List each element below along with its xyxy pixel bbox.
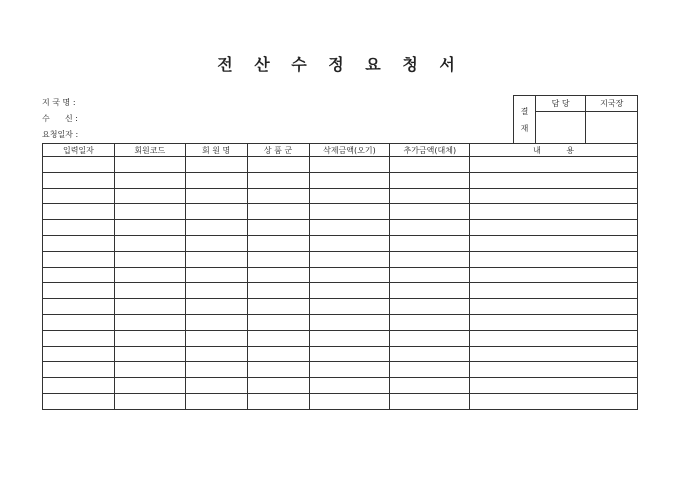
cell-delete-amount[interactable] xyxy=(309,330,390,346)
header-member-name: 회 원 명 xyxy=(185,144,247,157)
cell-member-code[interactable] xyxy=(114,204,185,220)
cell-member-code[interactable] xyxy=(114,251,185,267)
approval-side-label-1: 결 xyxy=(520,106,529,116)
cell-content[interactable] xyxy=(470,172,638,188)
cell-input-date[interactable] xyxy=(43,393,115,409)
cell-product-group[interactable] xyxy=(247,283,309,299)
cell-input-date[interactable] xyxy=(43,204,115,220)
table-row xyxy=(43,314,638,330)
cell-content[interactable] xyxy=(470,220,638,236)
cell-delete-amount[interactable] xyxy=(309,362,390,378)
cell-add-amount[interactable] xyxy=(390,267,470,283)
header-add-amount: 추가금액(대체) xyxy=(390,144,470,157)
cell-delete-amount[interactable] xyxy=(309,220,390,236)
cell-member-code[interactable] xyxy=(114,393,185,409)
cell-product-group[interactable] xyxy=(247,220,309,236)
cell-input-date[interactable] xyxy=(43,378,115,394)
cell-product-group[interactable] xyxy=(247,267,309,283)
header-member-code: 회원코드 xyxy=(114,144,185,157)
cell-product-group[interactable] xyxy=(247,204,309,220)
approval-box xyxy=(513,95,638,144)
cell-add-amount[interactable] xyxy=(390,378,470,394)
cell-delete-amount[interactable] xyxy=(309,172,390,188)
cell-delete-amount[interactable] xyxy=(309,251,390,267)
cell-content[interactable] xyxy=(470,251,638,267)
cell-input-date[interactable] xyxy=(43,235,115,251)
cell-content[interactable] xyxy=(470,157,638,173)
cell-product-group[interactable] xyxy=(247,157,309,173)
document-title: 전 산 수 정 요 청 서 xyxy=(217,55,463,74)
cell-product-group[interactable] xyxy=(247,251,309,267)
cell-input-date[interactable] xyxy=(43,267,115,283)
cell-delete-amount[interactable] xyxy=(309,378,390,394)
table-row xyxy=(43,251,638,267)
cell-content[interactable] xyxy=(470,330,638,346)
cell-input-date[interactable] xyxy=(43,362,115,378)
cell-content[interactable] xyxy=(470,267,638,283)
cell-member-name[interactable] xyxy=(185,299,247,315)
cell-delete-amount[interactable] xyxy=(309,283,390,299)
cell-member-name[interactable] xyxy=(185,378,247,394)
cell-add-amount[interactable] xyxy=(390,314,470,330)
recipient-label: 수 신 : xyxy=(42,114,78,123)
cell-add-amount[interactable] xyxy=(390,299,470,315)
cell-member-name[interactable] xyxy=(185,188,247,204)
cell-member-name[interactable] xyxy=(185,204,247,220)
cell-add-amount[interactable] xyxy=(390,330,470,346)
header-delete-amount: 삭제금액(오기) xyxy=(309,144,390,157)
table-row xyxy=(43,267,638,283)
cell-content[interactable] xyxy=(470,314,638,330)
table-row xyxy=(43,393,638,409)
branch-name-label: 지 국 명 : xyxy=(42,98,76,107)
cell-member-code[interactable] xyxy=(114,330,185,346)
cell-member-name[interactable] xyxy=(185,393,247,409)
cell-content[interactable] xyxy=(470,235,638,251)
header-content: 내 용 xyxy=(470,144,638,157)
cell-member-name[interactable] xyxy=(185,235,247,251)
cell-product-group[interactable] xyxy=(247,362,309,378)
cell-member-code[interactable] xyxy=(114,172,185,188)
cell-product-group[interactable] xyxy=(247,188,309,204)
cell-member-code[interactable] xyxy=(114,378,185,394)
cell-member-code[interactable] xyxy=(114,283,185,299)
header-product-group: 상 품 군 xyxy=(247,144,309,157)
cell-member-name[interactable] xyxy=(185,314,247,330)
cell-member-name[interactable] xyxy=(185,157,247,173)
cell-product-group[interactable] xyxy=(247,235,309,251)
cell-product-group[interactable] xyxy=(247,299,309,315)
cell-input-date[interactable] xyxy=(43,172,115,188)
cell-input-date[interactable] xyxy=(43,346,115,362)
table-row xyxy=(43,235,638,251)
cell-add-amount[interactable] xyxy=(390,157,470,173)
cell-delete-amount[interactable] xyxy=(309,314,390,330)
cell-member-code[interactable] xyxy=(114,157,185,173)
approval-branch-head-header: 지국장 xyxy=(586,96,638,112)
table-row xyxy=(43,362,638,378)
cell-delete-amount[interactable] xyxy=(309,299,390,315)
cell-content[interactable] xyxy=(470,204,638,220)
cell-product-group[interactable] xyxy=(247,330,309,346)
approval-branch-head-signature-cell[interactable] xyxy=(586,112,638,144)
cell-member-name[interactable] xyxy=(185,283,247,299)
cell-product-group[interactable] xyxy=(247,172,309,188)
request-date-label: 요청일자 : xyxy=(42,130,79,139)
cell-member-name[interactable] xyxy=(185,346,247,362)
approval-manager-signature-cell[interactable] xyxy=(535,112,586,144)
cell-content[interactable] xyxy=(470,299,638,315)
table-row xyxy=(43,172,638,188)
cell-content[interactable] xyxy=(470,283,638,299)
cell-product-group[interactable] xyxy=(247,346,309,362)
cell-member-code[interactable] xyxy=(114,362,185,378)
table-row xyxy=(43,330,638,346)
cell-content[interactable] xyxy=(470,346,638,362)
cell-add-amount[interactable] xyxy=(390,204,470,220)
table-row xyxy=(43,299,638,315)
cell-member-name[interactable] xyxy=(185,251,247,267)
cell-member-code[interactable] xyxy=(114,346,185,362)
cell-member-name[interactable] xyxy=(185,267,247,283)
cell-content[interactable] xyxy=(470,378,638,394)
cell-input-date[interactable] xyxy=(43,157,115,173)
cell-product-group[interactable] xyxy=(247,393,309,409)
cell-member-name[interactable] xyxy=(185,220,247,236)
cell-product-group[interactable] xyxy=(247,314,309,330)
request-table xyxy=(42,143,638,410)
table-row xyxy=(43,188,638,204)
cell-delete-amount[interactable] xyxy=(309,393,390,409)
cell-add-amount[interactable] xyxy=(390,251,470,267)
cell-add-amount[interactable] xyxy=(390,283,470,299)
approval-side-label xyxy=(514,96,536,144)
cell-delete-amount[interactable] xyxy=(309,267,390,283)
cell-delete-amount[interactable] xyxy=(309,346,390,362)
cell-input-date[interactable] xyxy=(43,314,115,330)
cell-product-group[interactable] xyxy=(247,378,309,394)
cell-input-date[interactable] xyxy=(43,188,115,204)
cell-content[interactable] xyxy=(470,362,638,378)
cell-input-date[interactable] xyxy=(43,283,115,299)
cell-delete-amount[interactable] xyxy=(309,204,390,220)
cell-add-amount[interactable] xyxy=(390,172,470,188)
approval-manager-header: 담 당 xyxy=(535,96,586,112)
table-row xyxy=(43,378,638,394)
approval-side-label-2: 재 xyxy=(520,123,529,133)
header-input-date: 입력일자 xyxy=(43,144,115,157)
cell-add-amount[interactable] xyxy=(390,235,470,251)
table-header-row xyxy=(43,144,638,157)
cell-member-name[interactable] xyxy=(185,172,247,188)
cell-member-code[interactable] xyxy=(114,299,185,315)
cell-add-amount[interactable] xyxy=(390,393,470,409)
cell-input-date[interactable] xyxy=(43,330,115,346)
cell-member-name[interactable] xyxy=(185,362,247,378)
cell-input-date[interactable] xyxy=(43,299,115,315)
cell-member-code[interactable] xyxy=(114,220,185,236)
cell-add-amount[interactable] xyxy=(390,220,470,236)
cell-member-name[interactable] xyxy=(185,330,247,346)
cell-delete-amount[interactable] xyxy=(309,157,390,173)
cell-input-date[interactable] xyxy=(43,251,115,267)
cell-delete-amount[interactable] xyxy=(309,188,390,204)
cell-delete-amount[interactable] xyxy=(309,235,390,251)
cell-add-amount[interactable] xyxy=(390,362,470,378)
cell-add-amount[interactable] xyxy=(390,188,470,204)
table-row xyxy=(43,157,638,173)
cell-content[interactable] xyxy=(470,188,638,204)
cell-member-code[interactable] xyxy=(114,314,185,330)
table-row xyxy=(43,204,638,220)
table-row xyxy=(43,283,638,299)
cell-member-code[interactable] xyxy=(114,267,185,283)
cell-member-code[interactable] xyxy=(114,188,185,204)
cell-member-code[interactable] xyxy=(114,235,185,251)
cell-input-date[interactable] xyxy=(43,220,115,236)
cell-content[interactable] xyxy=(470,393,638,409)
cell-add-amount[interactable] xyxy=(390,346,470,362)
table-row xyxy=(43,220,638,236)
table-row xyxy=(43,346,638,362)
